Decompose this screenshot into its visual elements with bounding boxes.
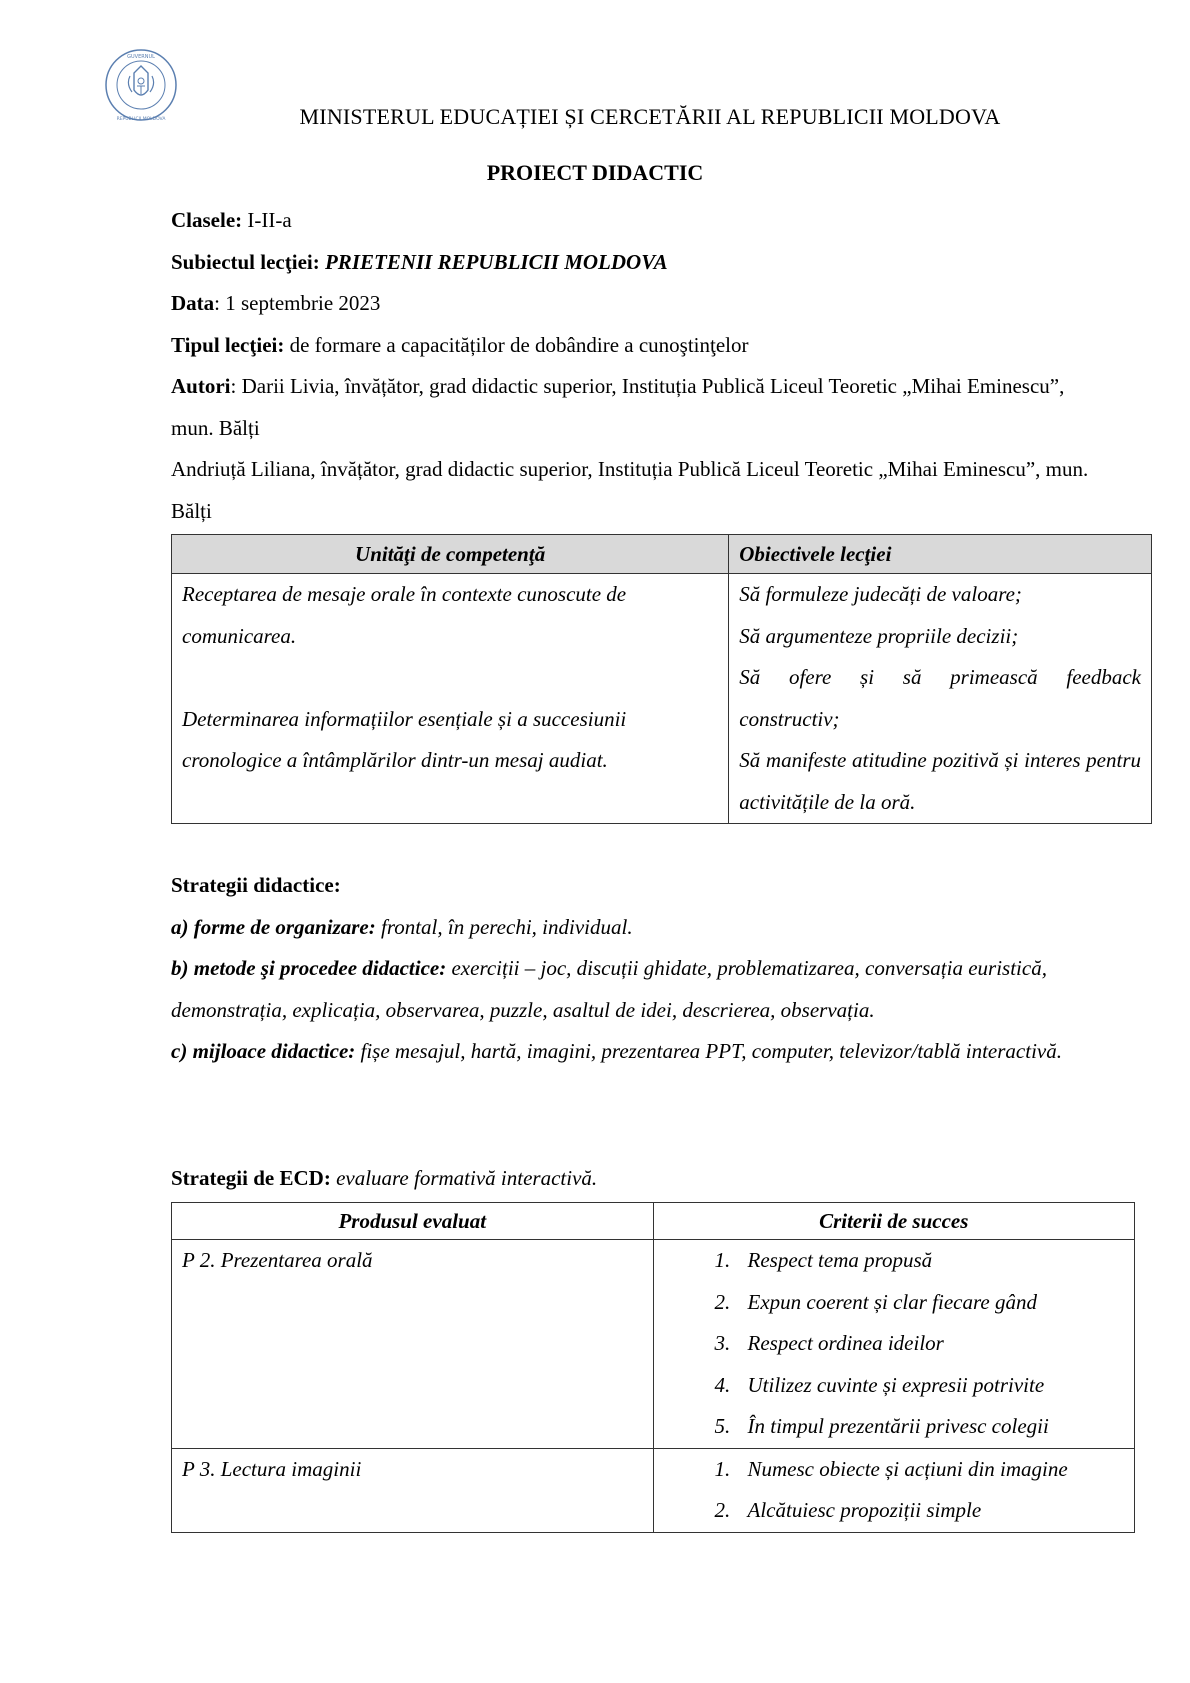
document-title: PROIECT DIDACTIC xyxy=(486,160,704,185)
objectives-cell xyxy=(729,574,1152,824)
competence-table xyxy=(171,534,1152,824)
svg-text:REPUBLICII MOLDOVA: REPUBLICII MOLDOVA xyxy=(116,117,166,122)
lesson-metadata xyxy=(171,200,1091,532)
objectives-header: Obiectivele lecţiei xyxy=(729,535,1152,574)
strategy-b-label: b) metode şi procedee didactice: xyxy=(171,956,447,980)
subject-line xyxy=(171,242,1091,284)
author-line-1 xyxy=(171,366,1091,449)
ecd-label: Strategii de ECD: xyxy=(171,1166,331,1190)
evaluation-table xyxy=(171,1202,1135,1533)
strategy-a-value: frontal, în perechi, individual. xyxy=(375,914,633,939)
criteria-item: 2. Alcătuiesc propoziții simple xyxy=(736,1490,1125,1532)
type-value: de formare a capacităților de dobândire a cunoştinţelor xyxy=(284,332,749,357)
spacer xyxy=(182,657,718,699)
criteria-item: 1. Numesc obiecte și acțiuni din imagine xyxy=(736,1449,1125,1491)
table-row xyxy=(172,1240,1135,1449)
criteria-item: 1. Respect tema propusă xyxy=(736,1240,1125,1282)
objective-item: Să manifeste atitudine pozitivă și interes pentru activitățile de la oră. xyxy=(739,748,1141,814)
ecd-line xyxy=(171,1158,597,1200)
classes-label: Clasele: xyxy=(171,208,243,232)
author-1: : Darii Livia, învățător, grad didactic superior, Instituția Publică Liceul Teoretic „Mihai Eminescu”, mun. Bălți xyxy=(171,374,1065,440)
subject-value: PRIETENII REPUBLICII MOLDOVA xyxy=(319,249,668,274)
criteria-cell xyxy=(653,1240,1135,1449)
objective-item: Să argumenteze propriile decizii; xyxy=(739,623,1019,648)
criteria-cell xyxy=(653,1448,1135,1532)
teaching-strategies xyxy=(171,865,1111,1073)
ministry-heading: MINISTERUL EDUCAȚIEI ȘI CERCETĂRII AL REPUBLICII MOLDOVA xyxy=(299,104,1001,129)
objective-item: Să ofere și să primească feedback constructiv; xyxy=(739,665,1141,731)
classes-line xyxy=(171,200,1091,242)
strategy-a xyxy=(171,907,1111,949)
product-cell: P 2. Prezentarea orală xyxy=(172,1240,654,1449)
date-value: : 1 septembrie 2023 xyxy=(214,291,381,315)
strategy-c-value: fișe mesajul, hartă, imagini, prezentarea PPT, computer, televizor/tablă interactivă. xyxy=(355,1039,1062,1063)
criteria-item: 2. Expun coerent și clar fiecare gând xyxy=(736,1282,1125,1324)
table-row xyxy=(172,1448,1135,1532)
author-line-2: Andriuță Liliana, învățător, grad didactic superior, Instituția Publică Liceul Teoretic „Mihai Eminescu”, mun. Bălți xyxy=(171,457,1089,523)
svg-text:GUVERNUL: GUVERNUL xyxy=(127,54,155,60)
objective-item: Să formuleze judecăți de valoare; xyxy=(739,582,1022,606)
competence-unit: Determinarea informațiilor esențiale și a succesiunii cronologice a întâmplărilor dintr-un mesaj audiat. xyxy=(182,706,627,772)
criteria-item: 4. Utilizez cuvinte și expresii potrivite xyxy=(736,1365,1125,1407)
strategy-b-value: exerciții – joc, discuții ghidate, problematizarea, conversația euristică, demonstrația, explicația, observarea, puzzle, asaltul de idei, descrierea, observația. xyxy=(171,956,1047,1022)
strategies-title: Strategii didactice: xyxy=(171,873,341,897)
date-label: Data xyxy=(171,291,215,315)
strategy-a-label: a) forme de organizare: xyxy=(171,914,376,939)
product-cell: P 3. Lectura imaginii xyxy=(172,1448,654,1532)
type-line xyxy=(171,325,1091,367)
classes-value: I-II-a xyxy=(242,208,292,232)
criteria-header: Criterii de succes xyxy=(653,1203,1135,1240)
strategy-c xyxy=(171,1031,1111,1073)
ecd-value: evaluare formativă interactivă. xyxy=(330,1166,598,1190)
strategy-b xyxy=(171,948,1111,1031)
subject-label: Subiectul lecţiei: xyxy=(171,249,320,274)
criteria-item: 3. Respect ordinea ideilor xyxy=(736,1323,1125,1365)
competence-units-cell xyxy=(172,574,729,824)
competence-header: Unităţi de competenţă xyxy=(172,535,729,574)
product-header: Produsul evaluat xyxy=(172,1203,654,1240)
strategy-c-label: c) mijloace didactice: xyxy=(171,1039,356,1063)
authors-label: Autori xyxy=(171,374,231,398)
date-line xyxy=(171,283,1091,325)
type-label: Tipul lecţiei: xyxy=(171,332,285,357)
competence-unit: Receptarea de mesaje orale în contexte cunoscute de comunicarea. xyxy=(182,582,627,648)
criteria-item: 5. În timpul prezentării privesc colegii xyxy=(736,1406,1125,1448)
